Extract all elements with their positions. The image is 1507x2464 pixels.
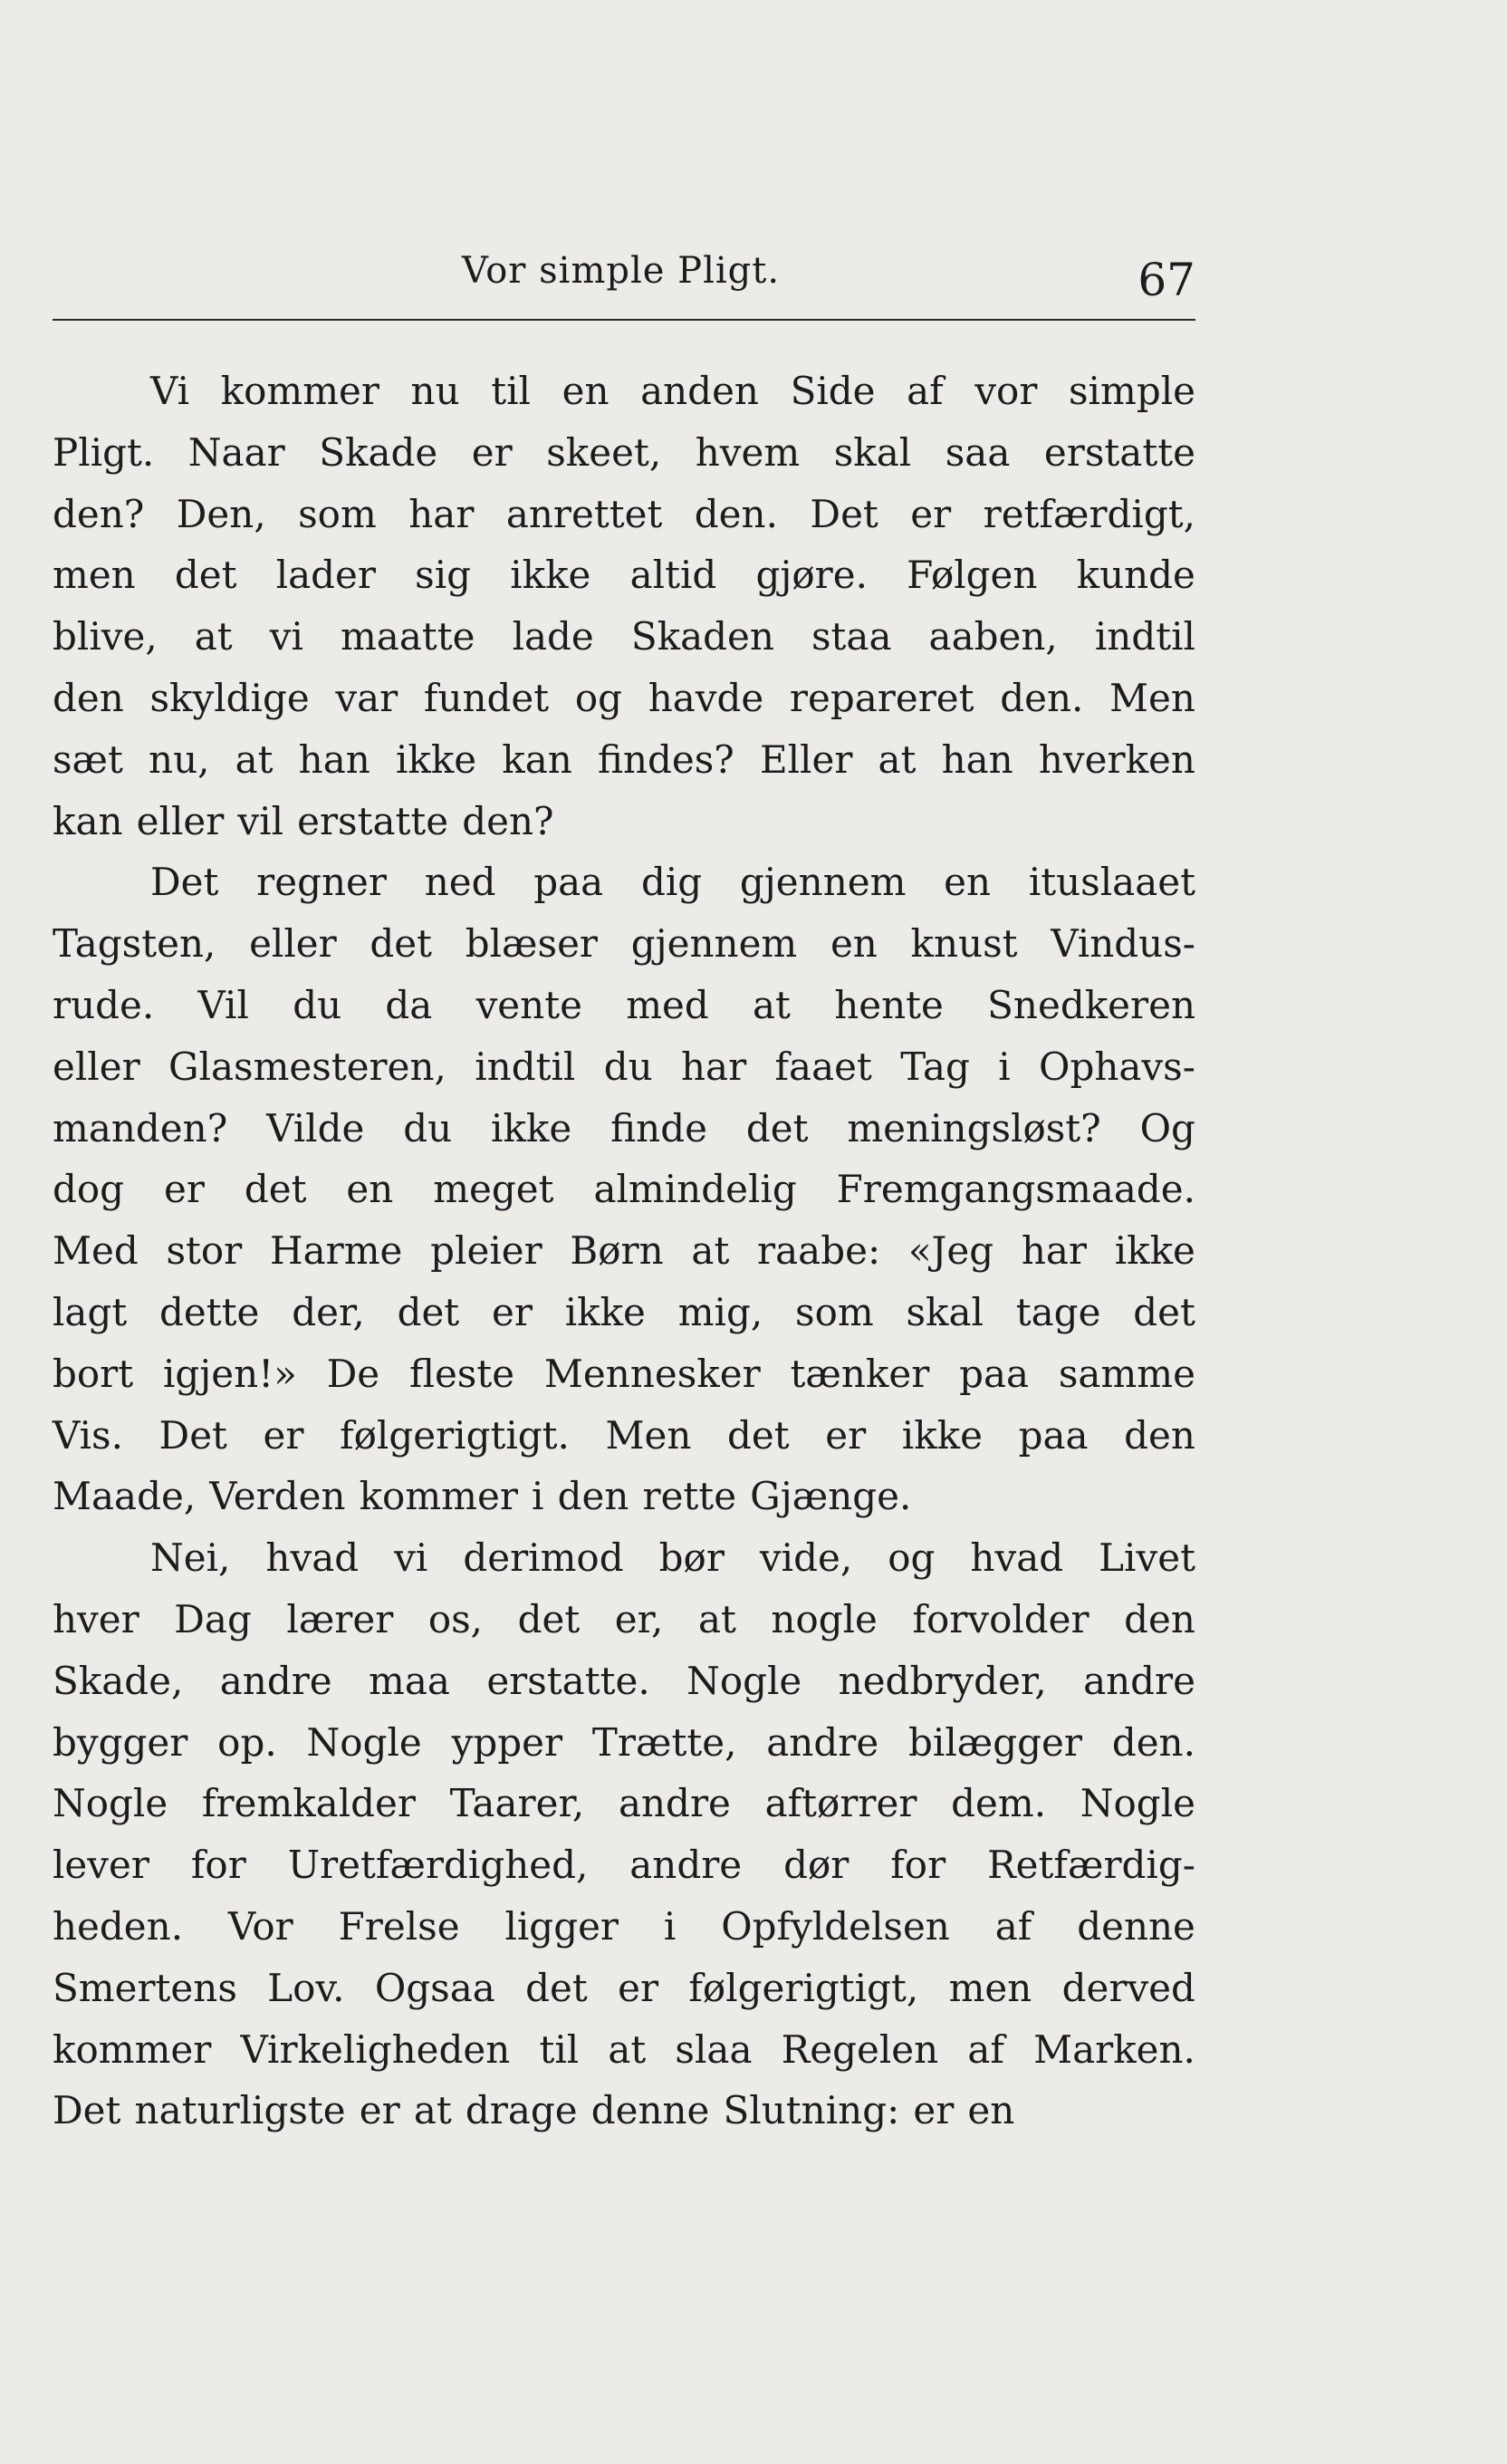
text-line: eller Glasmesteren, indtil du har faaet Tag i Ophavs- (53, 1044, 1195, 1089)
text-line: kommer Virkeligheden til at slaa Regelen af Marken. (53, 2026, 1195, 2072)
text-line: Det regner ned paa dig gjennem en ituslaaet (150, 860, 1195, 905)
text-line: den? Den, som har anrettet den. Det er retfærdigt, (53, 491, 1195, 536)
text-line: bygger op. Nogle ypper Trætte, andre bilægger den. (53, 1719, 1195, 1765)
text-line: den skyldige var fundet og havde repareret den. Men (53, 675, 1195, 720)
page-header (53, 243, 1195, 324)
text-line: bort igjen!» De fleste Mennesker tænker paa samme (53, 1351, 1195, 1396)
text-line: lever for Uretfærdighed, andre dør for Retfærdig- (53, 1843, 1195, 1888)
body-text (53, 361, 1195, 2142)
text-line: hver Dag lærer os, det er, at nogle forvolder den (53, 1596, 1195, 1641)
running-title: Vor simple Pligt. (462, 250, 781, 292)
text-line: Det naturligste er at drage denne Slutning: er en (53, 2088, 1015, 2133)
text-line: Pligt. Naar Skade er skeet, hvem skal saa erstatte (53, 429, 1195, 475)
text-line: Nogle fremkalder Taarer, andre aftørrer dem. Nogle (53, 1781, 1195, 1826)
page-number: 67 (1137, 254, 1195, 306)
text-line: Vis. Det er følgerigtigt. Men det er ikke paa den (53, 1412, 1195, 1458)
paragraph (53, 852, 1195, 1527)
text-line: kan eller vil erstatte den? (53, 798, 554, 843)
text-line: Tagsten, eller det blæser gjennem en knust Vindus- (53, 921, 1195, 967)
text-line: manden? Vilde du ikke finde det meningsløst? Og (53, 1105, 1195, 1150)
text-line: Med stor Harme pleier Børn at raabe: «Jeg har ikke (53, 1228, 1195, 1274)
text-line: men det lader sig ikke altid gjøre. Følgen kunde (53, 553, 1195, 598)
text-line: lagt dette der, det er ikke mig, som skal tage det (53, 1289, 1195, 1334)
text-line: rude. Vil du da vente med at hente Snedkeren (53, 982, 1195, 1027)
paragraph (53, 1527, 1195, 2142)
text-line: Maade, Verden kommer i den rette Gjænge. (53, 1474, 912, 1519)
text-line: Nei, hvad vi derimod bør vide, og hvad Livet (150, 1535, 1195, 1581)
text-line: dog er det en meget almindelig Fremgangsmaade. (53, 1167, 1195, 1212)
text-line: heden. Vor Frelse ligger i Opfyldelsen af denne (53, 1903, 1195, 1949)
text-line: Smertens Lov. Ogsaa det er følgerigtigt, men derved (53, 1965, 1195, 2010)
text-line: sæt nu, at han ikke kan findes? Eller at han hverken (53, 736, 1195, 782)
text-line: Skade, andre maa erstatte. Nogle nedbryder, andre (53, 1658, 1195, 1703)
text-line: Vi kommer nu til en anden Side af vor simple (150, 369, 1195, 413)
header-rule (53, 319, 1195, 321)
paragraph (53, 361, 1195, 852)
text-line: blive, at vi maatte lade Skaden staa aaben, indtil (53, 614, 1195, 659)
